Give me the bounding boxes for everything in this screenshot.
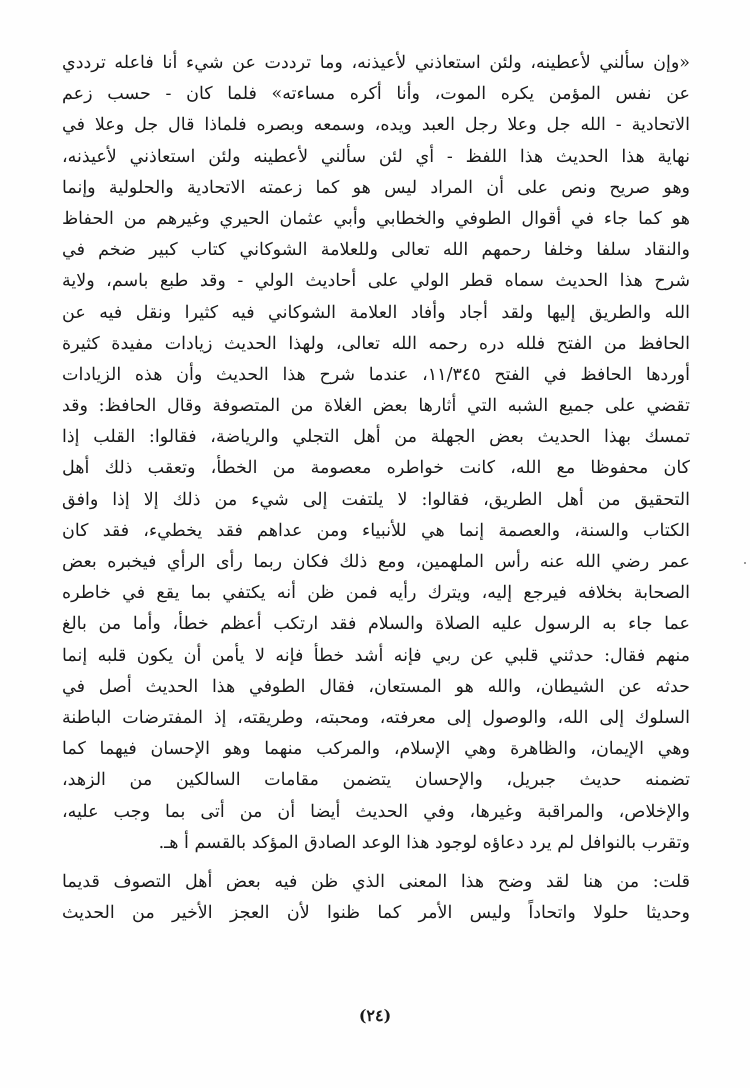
text-line: وحديثا حلولا واتحاداً وليس الأمر كما ظنوا لأن العجز الأخير من الحديث [62,903,690,924]
text-line: الله والطريق إليها ولقد أجاد وأفاد العلامة الشوكاني فيه كثيرا ونقل فيه عن [62,302,690,323]
text-line: منهم فقال: حدثني قلبي عن ربي فإنه أشد خطأ فإنه لا يأمن أن يكون قلبه إنما [62,645,690,666]
text-line: السلوك إلى الله، والوصول إلى معرفته، ومحبته، وطريقته، إذ المفترضات الباطنة [62,707,690,728]
text-line: الكتاب والسنة، والعصمة إنما هي للأنبياء ومن عداهم فقد يخطيء، فقد كان [62,520,690,541]
text-line: نهاية هذا الحديث هذا اللفظ - أي لئن سألني لأعطينه ولئن استعاذني لأعيذنه، [62,146,690,167]
text-line: عما جاء به الرسول عليه الصلاة والسلام فقد ارتكب أعظم خطأ، وأما من بالغ [62,614,690,635]
text-line: والنقاد سلفا وخلفا رحمهم الله تعالى وللعلامة الشوكاني كتاب كبير ضخم في [62,240,690,261]
text-line: حدثه عن الشيطان، والله هو المستعان، فقال الطوفي هذا الحديث أصل في [62,676,690,697]
text-line: التحقيق من أهل الطريق، فقالوا: لا يلتفت إلى شيء من ذلك إلا إذا وافق [62,489,690,510]
text-line: شرح هذا الحديث سماه قطر الولي على أحاديث الولي - وقد طبع باسم، ولاية [62,271,690,292]
text-line: «وإن سألني لأعطينه، ولئن استعاذني لأعيذنه، وما ترددت عن شيء أنا فاعله ترددي [62,53,690,73]
paragraph-2 [62,867,690,929]
text-line: وتقرب بالنوافل لم يرد دعاؤه لوجود هذا الوعد الصادق المؤكد بالقسم أ هـ. [158,832,690,853]
text-line: وهي الإيمان، والظاهرة وهي الإسلام، والمركب منهما وهو الإحسان فيهما كما [62,739,690,760]
text-line: تضمنه حديث جبريل، والإحسان يتضمن مقامات السالكين من الزهد، [62,770,690,791]
scan-speck [744,562,746,564]
text-line: هو كما جاء في أقوال الطوفي والخطابي وأبي عثمان الحيري وغيرهم من الحفاظ [62,208,690,229]
text-line: قلت: من هنا لقد وضح هذا المعنى الذي ظن فيه بعض أهل التصوف قديما [62,871,690,892]
text-line: تمسك بهذا الحديث بعض الجهلة من أهل التجلي والرياضة، فقالوا: القلب إذا [62,427,690,448]
page-number: (٢٤) [358,1006,392,1025]
text-line: عمر رضي الله عنه رأس الملهمين، ومع ذلك فكان ربما رأى الرأي فيخبره بعض [62,552,690,572]
paragraph-1 [62,48,690,859]
paragraph-spacer [62,859,690,867]
text-line: كان محفوظا مع الله، كانت خواطره معصومة من الخطأ، وتعقب ذلك أهل [62,458,690,479]
text-line: الاتحادية - الله جل وعلا رجل العبد ويده، وسمعه وبصره فلماذا قال جل وعلا في [62,115,690,136]
text-line: وهو صريح ونص على أن المراد ليس هو كما زعمته الاتحادية والحلولية وإنما [62,177,690,198]
text-line: تقضي على جميع الشبه التي أثارها بعض الغلاة من المتصوفة وقال الحافظ: وقد [62,396,690,417]
text-line: أوردها الحافظ في الفتح ١١/٣٤٥، عندما شرح هذا الحديث وأن هذه الزيادات [62,364,690,385]
text-line: الصحابة بخلافه فيرجع إليه، ويترك رأيه فمن ظن أنه يكتفي بما يقع في خاطره [62,583,690,604]
text-line: والإخلاص، والمراقبة وغيرها، وفي الحديث أيضا أن من أتى بما وجب عليه، [62,801,690,822]
text-line: عن نفس المؤمن يكره الموت، وأنا أكره مساءته» فلما كان - حسب زعم [62,84,690,105]
text-line: الحافظ من الفتح فلله دره رحمه الله تعالى، ولهذا الحديث زيادات مفيدة كثيرة [62,333,690,354]
body-text [62,48,690,929]
